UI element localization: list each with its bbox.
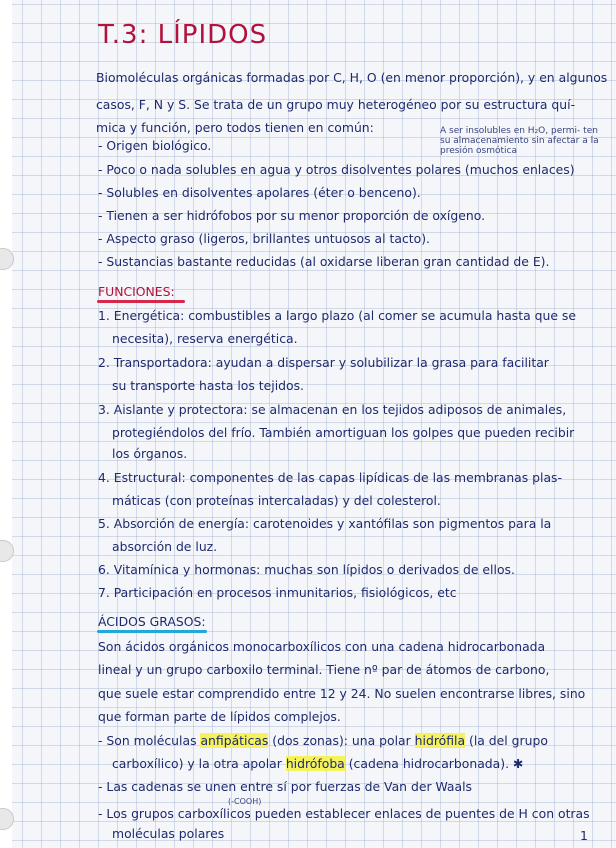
bullet-text: carboxílico) y la otra apolar	[112, 756, 286, 771]
funciones-underline	[97, 300, 185, 303]
acidos-bullet-cont: moléculas polares	[112, 826, 225, 841]
property-item: - Sustancias bastante reducidas (al oxidarse liberan gran cantidad de E).	[98, 254, 550, 269]
funcion-line: absorción de luz.	[112, 539, 218, 554]
bullet-text: - Son moléculas	[98, 733, 201, 748]
acidos-line: que forman parte de lípidos complejos.	[98, 709, 341, 724]
side-note: A ser insolubles en H₂O, permi- ten su almacenamiento sin afectar a la presión osmótica	[440, 126, 599, 156]
funcion-line: 1. Energética: combustibles a largo plazo (al comer se acumula hasta que se	[98, 308, 577, 323]
funcion-line: 2. Transportadora: ayudan a dispersar y solubilizar la grasa para facilitar	[98, 355, 549, 370]
funcion-line: 7. Participación en procesos inmunitarios, fisiológicos, etc	[98, 585, 457, 600]
annotation-small: (-COOH)	[228, 797, 262, 806]
acidos-bullet	[98, 733, 548, 748]
bullet-text: (dos zonas): una polar	[268, 733, 415, 748]
intro-line: casos, F, N y S. Se trata de un grupo muy heterogéneo por su estructura quí-	[96, 97, 576, 112]
bullet-text: (la del grupo	[465, 733, 548, 748]
acidos-line: Son ácidos orgánicos monocarboxílicos con una cadena hidrocarbonada	[98, 639, 546, 654]
acidos-bullet-cont	[112, 756, 523, 771]
acidos-line: que suele estar comprendido entre 12 y 24. No suelen encontrarse libres, sino	[98, 686, 586, 701]
property-item: - Solubles en disolventes apolares (éter o benceno).	[98, 185, 421, 200]
property-item: - Aspecto graso (ligeros, brillantes untuosos al tacto).	[98, 231, 430, 246]
page-title: T.3: LÍPIDOS	[98, 20, 268, 50]
funcion-line: 4. Estructural: componentes de las capas lipídicas de las membranas plas-	[98, 470, 562, 485]
acidos-line: lineal y un grupo carboxilo terminal. Tiene nº par de átomos de carbono,	[98, 662, 550, 677]
highlighted-term: hidrófila	[414, 733, 466, 748]
page-number: 1	[580, 828, 588, 843]
highlighted-term: anfipáticas	[200, 733, 269, 748]
bullet-text: (cadena hidrocarbonada). ✱	[344, 756, 524, 771]
property-item: - Origen biológico.	[98, 138, 212, 153]
funcion-line: 5. Absorción de energía: carotenoides y xantófilas son pigmentos para la	[98, 516, 552, 531]
funcion-line: máticas (con proteínas intercaladas) y del colesterol.	[112, 493, 441, 508]
acidos-bullet: - Los grupos carboxílicos pueden establecer enlaces de puentes de H con otras	[98, 806, 590, 821]
intro-line: Biomoléculas orgánicas formadas por C, H, O (en menor proporción), y en algunos	[96, 70, 608, 85]
funcion-line: su transporte hasta los tejidos.	[112, 378, 304, 393]
highlighted-term: hidrófoba	[285, 756, 345, 771]
acidos-heading: ÁCIDOS GRASOS:	[98, 614, 206, 629]
funcion-line: los órganos.	[112, 446, 188, 461]
intro-line: mica y función, pero todos tienen en común:	[96, 120, 374, 135]
funcion-line: protegiéndolos del frío. También amortiguan los golpes que pueden recibir	[112, 425, 575, 440]
acidos-bullet: - Las cadenas se unen entre sí por fuerzas de Van der Waals	[98, 779, 473, 794]
property-item: - Tienen a ser hidrófobos por su menor proporción de oxígeno.	[98, 208, 486, 223]
funciones-heading: FUNCIONES:	[98, 284, 175, 299]
property-item: - Poco o nada solubles en agua y otros disolventes polares (muchos enlaces)	[98, 162, 575, 177]
acidos-underline	[97, 630, 207, 633]
funcion-line: necesita), reserva energética.	[112, 331, 298, 346]
funcion-line: 3. Aislante y protectora: se almacenan en los tejidos adiposos de animales,	[98, 402, 567, 417]
funcion-line: 6. Vitamínica y hormonas: muchas son lípidos o derivados de ellos.	[98, 562, 515, 577]
page-left-margin	[0, 0, 12, 848]
